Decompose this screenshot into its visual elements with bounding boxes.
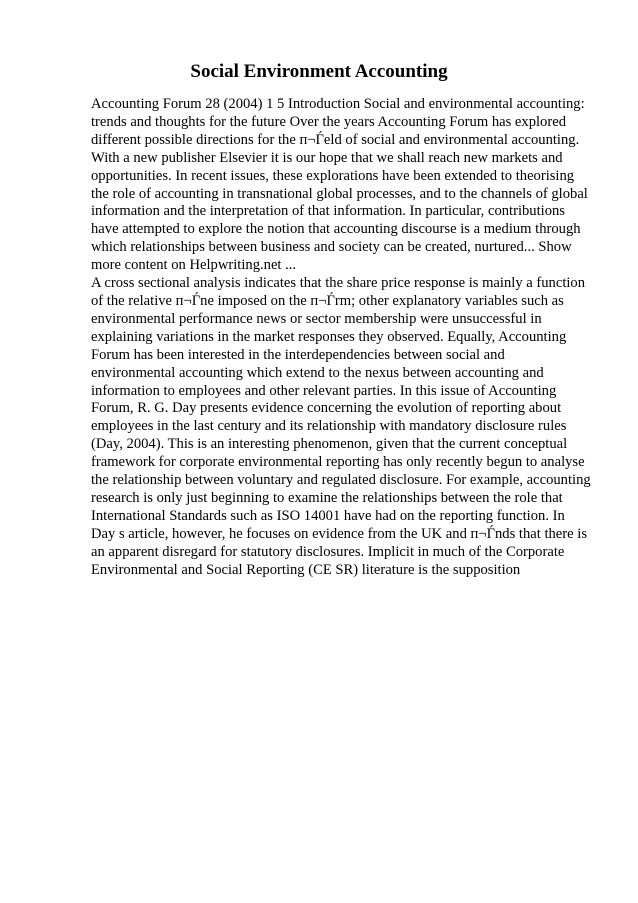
document-title: Social Environment Accounting	[190, 61, 448, 82]
paragraph-introduction: Accounting Forum 28 (2004) 1 5 Introduction Social and environmental accounting: trends and thoughts for the future Over the years Accounting Forum has explored different possible directions for the п¬Ѓeld of social and environmental accounting. With a new publisher Elsevier it is our hope that we shall reach new markets and opportunities. In recent issues, these explorations have been extended to theorising the role of accounting in transnational global processes, and to the channels of global information and the interpretation of that information. In particular, contributions have attempted to explore the notion that accounting discourse is a medium through which relationships between business and society can be created, nurtured... Show more content on Helpwriting.net ...	[91, 96, 588, 274]
paragraph-analysis: A cross sectional analysis indicates that the share price response is mainly a function of the relative п¬Ѓne imposed on the п¬Ѓrm; other explanatory variables such as environmental performance news or sector membership were unsuccessful in explaining variations in the market responses they observed. Equally, Accounting Forum has been interested in the interdependencies between social and environmental accounting which extend to the nexus between accounting and information to employees and other relevant parties. In this issue of Accounting Forum, R. G. Day presents evidence concerning the evolution of reporting about employees in the last century and its relationship with mandatory disclosure rules (Day, 2004). This is an interesting phenomenon, given that the current conceptual framework for corporate environmental reporting has only recently begun to analyse the relationship between voluntary and regulated disclosure. For example, accounting research is only just beginning to examine the relationships between the role that International Standards such as ISO 14001 have had on the reporting function. In Day s article, however, he focuses on evidence from the UK and п¬Ѓnds that there is an apparent disregard for statutory disclosures. Implicit in much of the Corporate Environmental and Social Reporting (CE SR) literature is the supposition	[91, 275, 591, 578]
document-body	[91, 96, 591, 579]
